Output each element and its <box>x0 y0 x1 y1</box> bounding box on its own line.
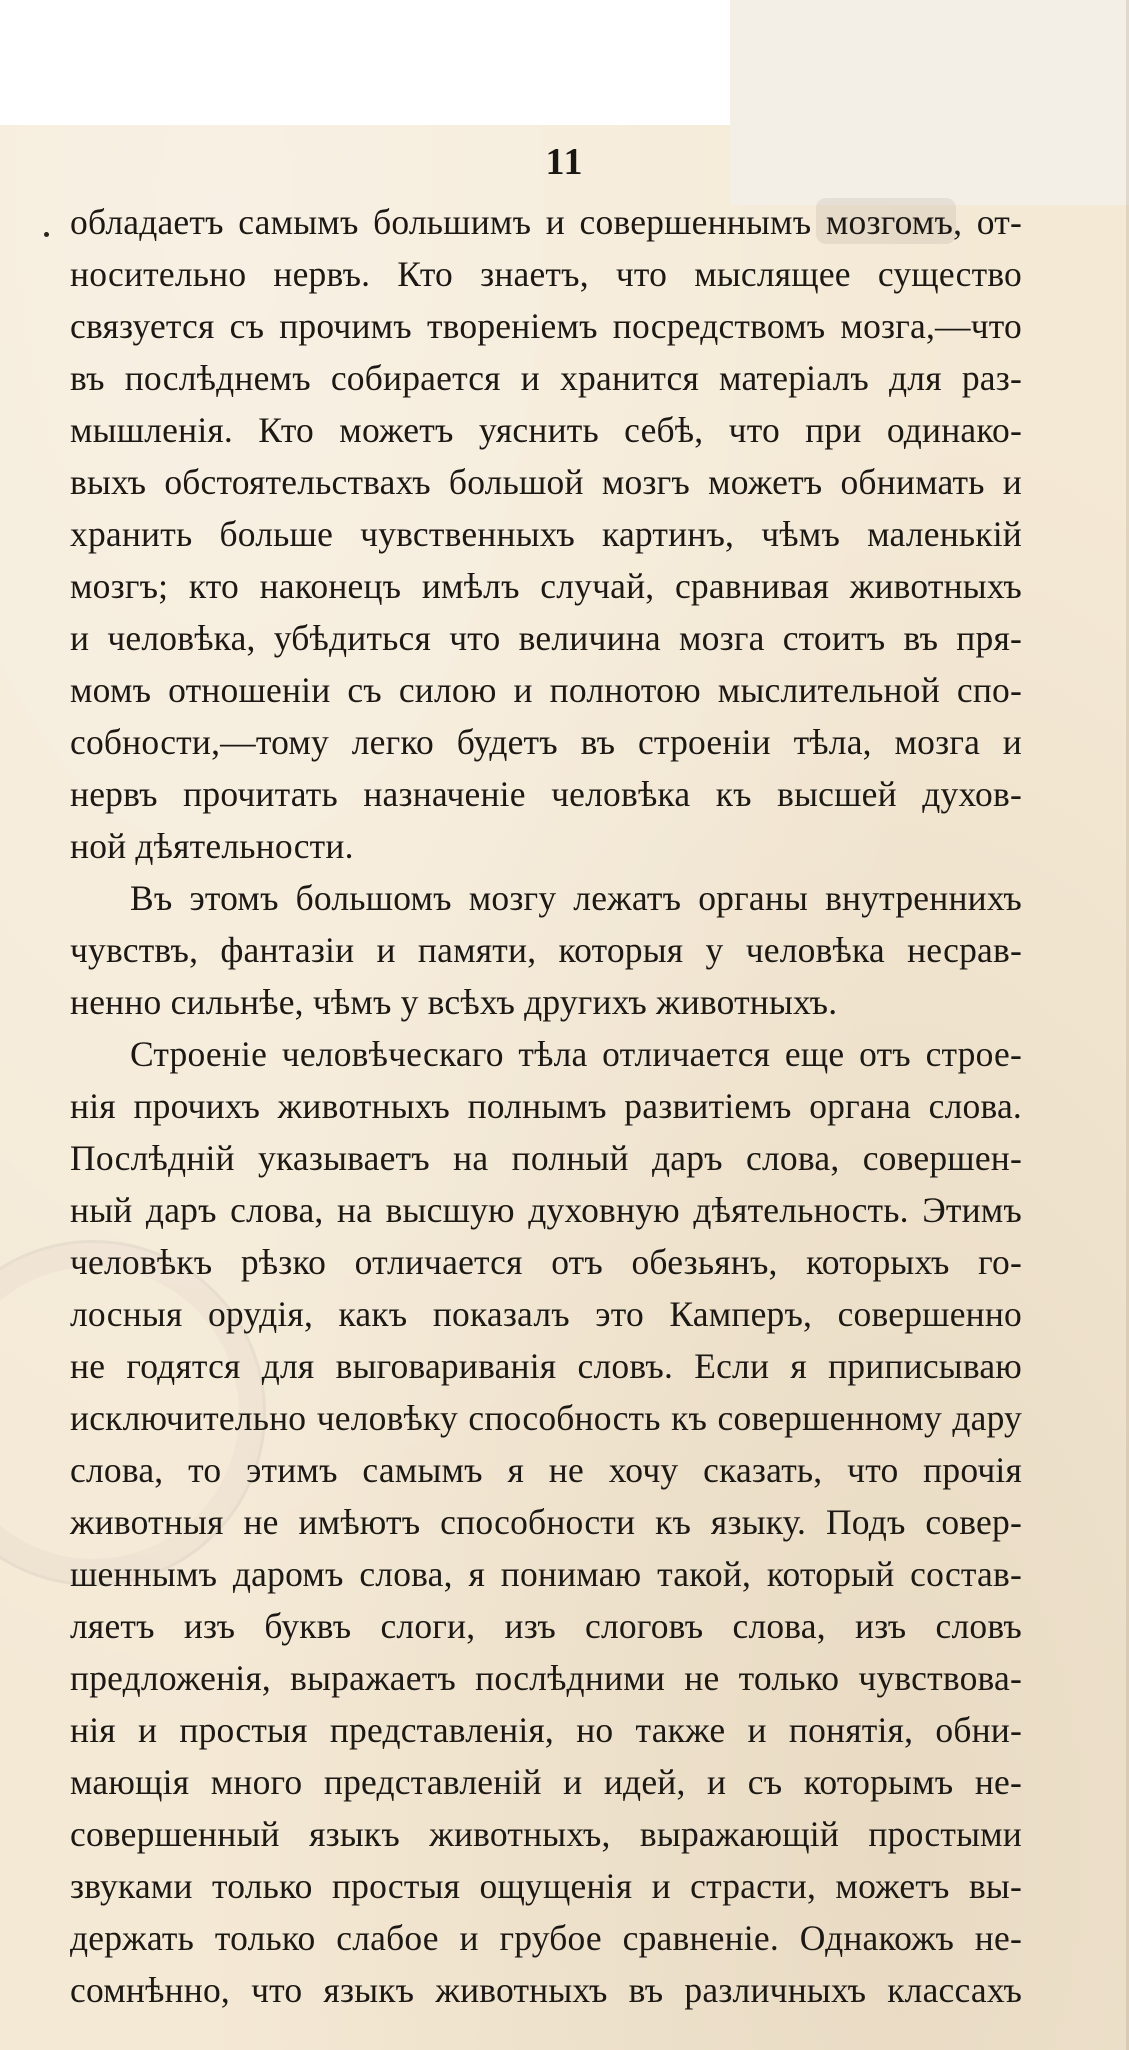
page-number: 11 <box>545 141 584 183</box>
text-line: не годятся для выговариванія словъ. Если я приписываю <box>70 1346 1022 1386</box>
text-line: ный даръ слова, на высшую духовную дѣятельность. Этимъ <box>70 1190 1022 1230</box>
text-line: нервъ прочитать назначеніе человѣка къ высшей духов- <box>70 774 1022 814</box>
text-line-paragraph-start: Въ этомъ большомъ мозгу лежатъ органы внутреннихъ <box>130 878 1022 918</box>
text-line: предложенія, выражаетъ послѣдними не только чувствова- <box>70 1658 1022 1698</box>
text-line: исключительно человѣку способность къ совершенному дару <box>70 1398 1022 1438</box>
text-line: носительно нервъ. Кто знаетъ, что мыслящее существо <box>70 254 1022 294</box>
text-line: связуется съ прочимъ твореніемъ посредствомъ мозга,—что <box>70 306 1022 346</box>
text-line: звуками только простыя ощущенія и страсти, можетъ вы- <box>70 1866 1022 1906</box>
text-line: чувствъ, фантазіи и памяти, которыя у человѣка несрав- <box>70 930 1022 970</box>
text-line: держать только слабое и грубое сравненіе. Однакожъ не- <box>70 1918 1022 1958</box>
text-line: нія прочихъ животныхъ полнымъ развитіемъ органа слова. <box>70 1086 1022 1126</box>
text-line: хранить больше чувственныхъ картинъ, чѣмъ маленькій <box>70 514 1022 554</box>
text-line: нія и простыя представленія, но также и понятія, обни- <box>70 1710 1022 1750</box>
margin-dot-mark <box>44 232 49 237</box>
text-line: обладаетъ самымъ большимъ и совершеннымъ мозгомъ, от- <box>70 202 1022 242</box>
text-line: выхъ обстоятельствахъ большой мозгъ можетъ обнимать и <box>70 462 1022 502</box>
text-line: мающія много представленій и идей, и съ которымъ не- <box>70 1762 1022 1802</box>
scan-margin-top-left <box>0 0 730 125</box>
text-line-paragraph-end: ненно сильнѣе, чѣмъ у всѣхъ другихъ животныхъ. <box>70 982 838 1022</box>
text-line: сомнѣнно, что языкъ животныхъ въ различныхъ классахъ <box>70 1970 1022 2010</box>
text-line: собности,—тому легко будетъ въ строеніи тѣла, мозга и <box>70 722 1022 762</box>
text-line: человѣкъ рѣзко отличается отъ обезьянъ, которыхъ го- <box>70 1242 1022 1282</box>
text-line-paragraph-start: Строеніе человѣческаго тѣла отличается еще отъ строе- <box>130 1034 1022 1074</box>
text-line: въ послѣднемъ собирается и хранится матеріалъ для раз- <box>70 358 1022 398</box>
text-line: шеннымъ даромъ слова, я понимаю такой, который состав- <box>70 1554 1022 1594</box>
text-line: совершенный языкъ животныхъ, выражающій простыми <box>70 1814 1022 1854</box>
text-line: мышленія. Кто можетъ уяснить себѣ, что при одинако- <box>70 410 1022 450</box>
text-line: и человѣка, убѣдиться что величина мозга стоитъ въ пря- <box>70 618 1022 658</box>
text-line: слова, то этимъ самымъ я не хочу сказать, что прочія <box>70 1450 1022 1490</box>
text-line: ляетъ изъ буквъ слоги, изъ слоговъ слова, изъ словъ <box>70 1606 1022 1646</box>
text-line: лосныя орудія, какъ показалъ это Камперъ, совершенно <box>70 1294 1022 1334</box>
text-line: момъ отношеніи съ силою и полнотою мыслительной спо- <box>70 670 1022 710</box>
text-line-paragraph-end: ной дѣятельности. <box>70 826 354 866</box>
text-line: Послѣдній указываетъ на полный даръ слова, совершен- <box>70 1138 1022 1178</box>
text-line: животныя не имѣютъ способности къ языку. Подъ совер- <box>70 1502 1022 1542</box>
text-line: мозгъ; кто наконецъ имѣлъ случай, сравнивая животныхъ <box>70 566 1022 606</box>
